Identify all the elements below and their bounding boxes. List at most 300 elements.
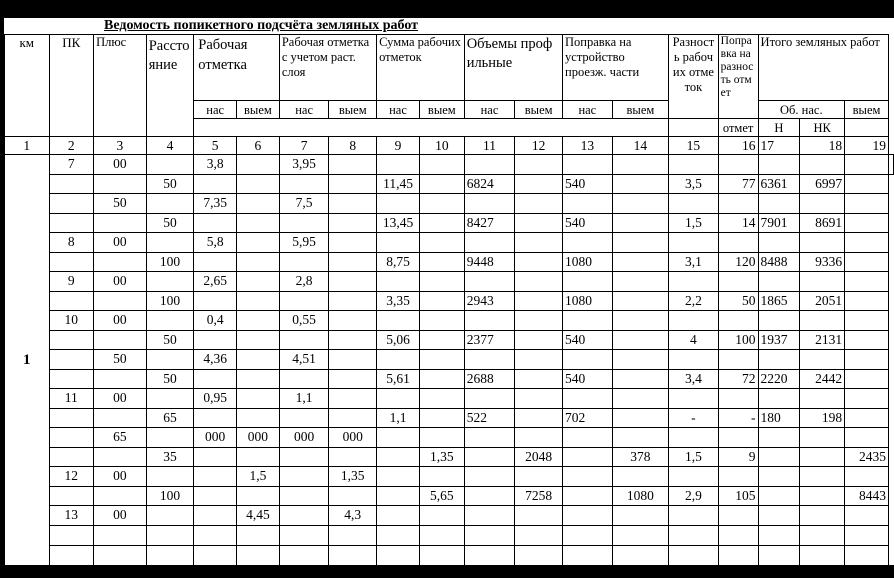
table-cell [419, 311, 464, 331]
km-cell: 1 [5, 155, 50, 566]
table-cell [49, 545, 94, 565]
table-cell: 2131 [800, 330, 845, 350]
table-cell [718, 311, 758, 331]
table-cell: 540 [563, 330, 613, 350]
sub-otmet-15 [669, 119, 718, 137]
table-cell: 7,35 [194, 194, 237, 214]
table-cell: 0,55 [279, 311, 329, 331]
table-cell [146, 389, 194, 409]
table-cell [845, 467, 889, 487]
table-cell [419, 194, 464, 214]
table-cell [329, 447, 377, 467]
table-cell: 540 [563, 369, 613, 389]
table-cell [329, 233, 377, 253]
table-cell [718, 545, 758, 565]
table-cell [279, 369, 329, 389]
header-km: км [5, 35, 50, 137]
table-cell [612, 408, 669, 428]
table-cell: 2051 [800, 291, 845, 311]
table-cell [612, 467, 669, 487]
table-row [5, 311, 894, 331]
column-number: 5 [194, 137, 237, 155]
header-plus: Плюс [94, 35, 147, 137]
table-cell [279, 174, 329, 194]
table-cell [515, 213, 563, 233]
table-cell [94, 252, 147, 272]
table-cell: 8,75 [377, 252, 420, 272]
table-cell [237, 155, 280, 175]
table-cell: 1,5 [669, 447, 718, 467]
table-cell: 540 [563, 213, 613, 233]
column-number: 3 [94, 137, 147, 155]
column-number: 12 [515, 137, 563, 155]
table-cell [377, 506, 420, 526]
table-cell [194, 447, 237, 467]
table-cell [194, 213, 237, 233]
table-cell: 50 [146, 330, 194, 350]
header-work-mark: Рабочая отметка [194, 35, 280, 101]
table-cell [329, 174, 377, 194]
table-cell [377, 311, 420, 331]
table-cell: 2688 [464, 369, 515, 389]
table-cell: 180 [758, 408, 800, 428]
table-cell [94, 525, 147, 545]
table-cell: 100 [718, 330, 758, 350]
table-cell [718, 233, 758, 253]
table-row [5, 525, 894, 545]
table-cell [194, 506, 237, 526]
table-row [5, 213, 894, 233]
table-cell: 11 [49, 389, 94, 409]
table-cell [279, 506, 329, 526]
table-cell [329, 545, 377, 565]
column-number: 9 [377, 137, 420, 155]
table-cell [279, 525, 329, 545]
table-cell [377, 389, 420, 409]
table-cell [377, 155, 420, 175]
table-cell [758, 447, 800, 467]
table-cell: 2,9 [669, 486, 718, 506]
table-cell [329, 213, 377, 233]
table-cell [612, 389, 669, 409]
table-cell: 540 [563, 174, 613, 194]
table-cell [515, 272, 563, 292]
table-cell [515, 467, 563, 487]
table-cell [669, 155, 718, 175]
table-cell: 6997 [800, 174, 845, 194]
table-cell [237, 545, 280, 565]
table-row [5, 545, 894, 565]
table-cell: 12 [49, 467, 94, 487]
table-cell [612, 428, 669, 448]
table-cell [612, 525, 669, 545]
table-cell [464, 350, 515, 370]
table-cell [845, 330, 889, 350]
table-cell [146, 272, 194, 292]
table-cell: 72 [718, 369, 758, 389]
table-cell: 50 [146, 369, 194, 389]
table-cell [800, 389, 845, 409]
table-cell [279, 486, 329, 506]
table-cell [464, 506, 515, 526]
table-cell [612, 194, 669, 214]
table-cell [377, 194, 420, 214]
table-cell: 65 [146, 408, 194, 428]
table-cell: 378 [612, 447, 669, 467]
table-cell [800, 194, 845, 214]
table-cell: 1,35 [329, 467, 377, 487]
table-cell [800, 311, 845, 331]
column-number: 13 [563, 137, 613, 155]
column-number: 19 [845, 137, 889, 155]
table-cell: 00 [94, 467, 147, 487]
table-cell [758, 467, 800, 487]
table-cell: 3,8 [194, 155, 237, 175]
table-cell: 7901 [758, 213, 800, 233]
table-cell [377, 525, 420, 545]
table-cell: 105 [718, 486, 758, 506]
table-cell [845, 291, 889, 311]
table-cell: 1,35 [419, 447, 464, 467]
table-row [5, 174, 894, 194]
table-cell [464, 467, 515, 487]
table-cell [515, 252, 563, 272]
sub-vyem-10: выем [419, 101, 464, 119]
table-cell [377, 272, 420, 292]
table-cell [329, 350, 377, 370]
table-cell [237, 350, 280, 370]
table-cell: 5,8 [194, 233, 237, 253]
sub-vyem-8: выем [329, 101, 377, 119]
table-cell [718, 428, 758, 448]
table-cell [94, 291, 147, 311]
header-correction-diff: Поправка на разность отмет [718, 35, 758, 119]
table-cell [889, 155, 894, 175]
table-cell [419, 545, 464, 565]
table-row [5, 447, 894, 467]
table-cell [146, 233, 194, 253]
table-cell [563, 272, 613, 292]
table-cell [329, 408, 377, 428]
table-cell: 4,51 [279, 350, 329, 370]
table-cell [669, 350, 718, 370]
table-cell [563, 428, 613, 448]
table-cell [563, 350, 613, 370]
table-cell [94, 545, 147, 565]
table-cell [669, 467, 718, 487]
table-cell: 7258 [515, 486, 563, 506]
table-cell [718, 155, 758, 175]
table-cell [612, 155, 669, 175]
table-cell [279, 330, 329, 350]
table-cell [563, 155, 613, 175]
table-cell [419, 467, 464, 487]
table-cell [845, 194, 889, 214]
table-cell: 13,45 [377, 213, 420, 233]
table-cell [146, 311, 194, 331]
table-cell [419, 506, 464, 526]
table-cell [146, 525, 194, 545]
table-cell [515, 233, 563, 253]
table-cell [194, 408, 237, 428]
table-row [5, 428, 894, 448]
table-cell: 10 [49, 311, 94, 331]
table-cell: 2,2 [669, 291, 718, 311]
table-cell [146, 194, 194, 214]
table-row [5, 350, 894, 370]
table-cell [49, 252, 94, 272]
column-number: 7 [279, 137, 329, 155]
table-cell [419, 155, 464, 175]
table-cell [800, 506, 845, 526]
table-cell [194, 291, 237, 311]
column-number: 6 [237, 137, 280, 155]
table-cell [800, 350, 845, 370]
table-cell: 000 [194, 428, 237, 448]
table-cell: 8443 [845, 486, 889, 506]
table-cell [49, 194, 94, 214]
table-cell [237, 525, 280, 545]
table-cell [758, 486, 800, 506]
sub-otmet-16: отмет [718, 119, 758, 137]
header-sum-marks: Сумма рабочих отметок [377, 35, 465, 101]
document-title: Ведомость попикетного подсчёта земляных работ [104, 18, 419, 33]
sub-ob-nas: Об. нас. [758, 101, 845, 119]
table-cell [146, 155, 194, 175]
sub-n: Н [758, 119, 800, 137]
table-cell [718, 506, 758, 526]
table-cell [377, 545, 420, 565]
table-cell: 1080 [563, 252, 613, 272]
table-cell [669, 428, 718, 448]
table-cell [669, 194, 718, 214]
table-cell [800, 155, 845, 175]
table-cell: 7,5 [279, 194, 329, 214]
table-cell: 00 [94, 311, 147, 331]
table-cell [612, 233, 669, 253]
table-cell [612, 272, 669, 292]
table-row [5, 233, 894, 253]
table-cell [329, 525, 377, 545]
table-cell [563, 525, 613, 545]
table-row [5, 194, 894, 214]
table-cell [563, 311, 613, 331]
table-cell [194, 369, 237, 389]
table-cell: 1080 [612, 486, 669, 506]
table-cell [237, 213, 280, 233]
table-cell: 000 [329, 428, 377, 448]
table-cell [563, 467, 613, 487]
table-cell [800, 272, 845, 292]
table-cell [758, 311, 800, 331]
table-cell [419, 291, 464, 311]
table-cell [237, 194, 280, 214]
table-cell: 3,4 [669, 369, 718, 389]
table-cell [94, 330, 147, 350]
table-cell [419, 233, 464, 253]
header-distance: Расстояние [146, 35, 194, 137]
table-cell [279, 467, 329, 487]
table-cell [419, 174, 464, 194]
table-cell [419, 389, 464, 409]
table-cell: 1,1 [279, 389, 329, 409]
table-cell: 3,5 [669, 174, 718, 194]
table-cell [237, 389, 280, 409]
table-cell: 4 [669, 330, 718, 350]
table-cell: 8691 [800, 213, 845, 233]
table-cell [464, 545, 515, 565]
table-cell [612, 213, 669, 233]
table-cell: 50 [146, 174, 194, 194]
table-cell [94, 408, 147, 428]
table-cell [758, 389, 800, 409]
table-cell [612, 291, 669, 311]
table-cell: 9448 [464, 252, 515, 272]
table-cell [146, 545, 194, 565]
table-cell: 198 [800, 408, 845, 428]
column-number: 18 [800, 137, 845, 155]
table-cell: - [669, 408, 718, 428]
table-cell [758, 506, 800, 526]
column-numbers-row [5, 137, 894, 155]
header-pk: ПК [49, 35, 94, 137]
table-cell [194, 467, 237, 487]
table-cell: 00 [94, 506, 147, 526]
table-cell [612, 506, 669, 526]
table-cell [800, 545, 845, 565]
table-cell: 2377 [464, 330, 515, 350]
sub-nas-5: нас [194, 101, 237, 119]
table-cell: 3,35 [377, 291, 420, 311]
table-cell [49, 447, 94, 467]
table-cell [800, 467, 845, 487]
table-cell: 2442 [800, 369, 845, 389]
table-cell [237, 272, 280, 292]
table-cell [845, 428, 889, 448]
table-cell [515, 330, 563, 350]
table-cell: 5,65 [419, 486, 464, 506]
table-cell: 5,61 [377, 369, 420, 389]
table-cell [49, 350, 94, 370]
table-cell [377, 486, 420, 506]
column-number: 1 [5, 137, 50, 155]
table-cell [329, 155, 377, 175]
table-row [5, 408, 894, 428]
table-cell: 8488 [758, 252, 800, 272]
table-cell [419, 428, 464, 448]
table-cell [563, 233, 613, 253]
table-cell [612, 545, 669, 565]
sub-vyem-14: выем [612, 101, 669, 119]
table-cell [329, 369, 377, 389]
table-cell [758, 155, 800, 175]
table-cell [845, 506, 889, 526]
table-cell [612, 174, 669, 194]
table-cell [718, 350, 758, 370]
table-cell [718, 194, 758, 214]
table-cell: 1,5 [237, 467, 280, 487]
header-blank [194, 119, 669, 137]
table-cell [563, 389, 613, 409]
table-cell [419, 213, 464, 233]
table-cell [237, 311, 280, 331]
table-cell: 35 [146, 447, 194, 467]
table-cell [377, 467, 420, 487]
table-cell [279, 291, 329, 311]
table-cell [279, 447, 329, 467]
table-cell [237, 330, 280, 350]
table-cell [329, 194, 377, 214]
table-cell [800, 428, 845, 448]
table-cell [845, 311, 889, 331]
table-cell [419, 330, 464, 350]
table-cell [758, 194, 800, 214]
statement-sheet [4, 18, 894, 565]
table-cell [563, 545, 613, 565]
table-cell [515, 350, 563, 370]
column-number: 10 [419, 137, 464, 155]
table-cell: 9 [718, 447, 758, 467]
table-cell [464, 525, 515, 545]
table-cell: 120 [718, 252, 758, 272]
table-cell [237, 486, 280, 506]
table-cell [146, 506, 194, 526]
table-cell [612, 252, 669, 272]
sub-nas-7: нас [279, 101, 329, 119]
table-cell: 1080 [563, 291, 613, 311]
column-number: 2 [49, 137, 94, 155]
table-cell [515, 408, 563, 428]
table-cell: 8427 [464, 213, 515, 233]
table-cell [800, 447, 845, 467]
table-cell: 100 [146, 291, 194, 311]
table-cell [515, 389, 563, 409]
header-work-mark-layer: Рабочая отметка с учетом раст. слоя [279, 35, 376, 101]
table-cell [845, 252, 889, 272]
earthworks-table [4, 34, 894, 566]
table-cell: 77 [718, 174, 758, 194]
table-cell [563, 486, 613, 506]
table-cell [758, 428, 800, 448]
table-cell [49, 213, 94, 233]
table-cell: 4,3 [329, 506, 377, 526]
table-cell: 2,65 [194, 272, 237, 292]
table-cell [464, 389, 515, 409]
table-cell [718, 389, 758, 409]
table-cell [845, 272, 889, 292]
table-cell [279, 545, 329, 565]
header-diff-marks: Разность рабочих отметок [669, 35, 718, 119]
table-cell [669, 233, 718, 253]
table-cell [845, 369, 889, 389]
table-cell [515, 506, 563, 526]
sub-nk: НК [800, 119, 845, 137]
table-cell [718, 272, 758, 292]
table-cell: 100 [146, 252, 194, 272]
table-cell: 14 [718, 213, 758, 233]
table-cell [279, 213, 329, 233]
table-cell [237, 408, 280, 428]
table-cell [49, 525, 94, 545]
table-cell [612, 369, 669, 389]
table-cell [612, 350, 669, 370]
table-cell [237, 233, 280, 253]
table-cell [94, 447, 147, 467]
table-cell [464, 233, 515, 253]
table-cell [515, 311, 563, 331]
table-cell [49, 408, 94, 428]
column-number: 14 [612, 137, 669, 155]
